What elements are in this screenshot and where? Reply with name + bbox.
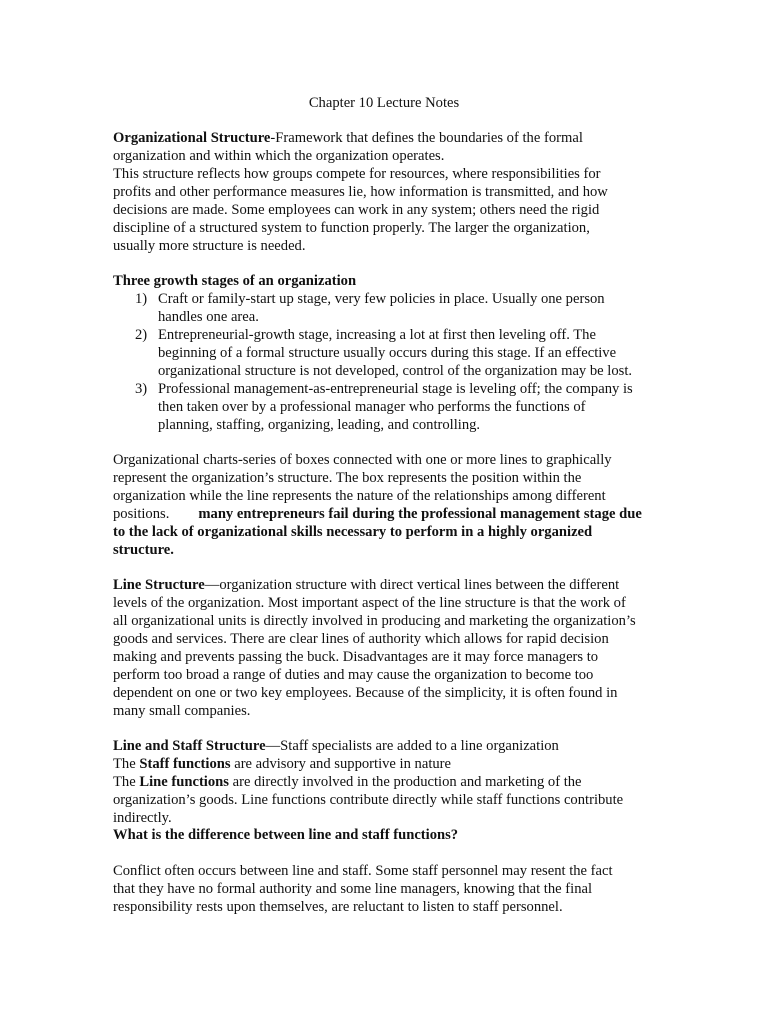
line-staff-question: What is the difference between line and staff functions? — [113, 827, 459, 843]
list-item-text: planning, staffing, organizing, leading, and controlling. — [158, 417, 481, 433]
org-structure-line-4: profits and other performance measures lie, how information is transmitted, and how — [113, 184, 608, 200]
org-structure-line-2: organization and within which the organization operates. — [113, 148, 445, 164]
org-structure-line-7: usually more structure is needed. — [113, 238, 306, 254]
page-title: Chapter 10 Lecture Notes — [308, 95, 460, 111]
line-staff-line-5: indirectly. — [113, 810, 172, 826]
org-charts-line-4: positions. many entrepreneurs fail during the professional management stage due — [113, 506, 642, 522]
line-structure-line-8: many small companies. — [113, 703, 251, 719]
org-charts-line-1: Organizational charts-series of boxes connected with one or more lines to graphically — [113, 452, 612, 468]
org-structure-line-5: decisions are made. Some employees can work in any system; others need the rigid — [113, 202, 600, 218]
line-structure-line-7: dependent on one or two key employees. Because of the simplicity, it is often found in — [113, 685, 618, 701]
line-structure-line-1: Line Structure—organization structure with direct vertical lines between the different — [113, 577, 620, 593]
org-charts-line-5: to the lack of organizational skills necessary to perform in a highly organized — [113, 524, 593, 540]
conflict-line-3: responsibility rests upon themselves, are reluctant to listen to staff personnel. — [113, 899, 563, 915]
org-charts-line-3: organization while the line represents the nature of the relationships among different — [113, 488, 606, 504]
growth-stages-heading: Three growth stages of an organization — [113, 273, 357, 289]
list-item-number: 2) — [135, 327, 148, 343]
line-staff-line-1: Line and Staff Structure—Staff specialists are added to a line organization — [113, 738, 559, 754]
list-item-text: then taken over by a professional manager who performs the functions of — [158, 399, 586, 415]
conflict-line-1: Conflict often occurs between line and staff. Some staff personnel may resent the fact — [113, 863, 613, 879]
line-structure-line-4: goods and services. There are clear lines of authority which allows for rapid decision — [113, 631, 609, 647]
list-item-text: Entrepreneurial-growth stage, increasing a lot at first then leveling off. The — [158, 327, 596, 343]
line-staff-term: Line and Staff Structure — [113, 738, 266, 754]
line-structure-line-2: levels of the organization. Most important aspect of the line structure is that the work of — [113, 595, 626, 611]
list-item-text: Craft or family-start up stage, very few policies in place. Usually one person — [158, 291, 605, 307]
list-item-number: 3) — [135, 381, 148, 397]
list-item-text: handles one area. — [158, 309, 259, 325]
list-item-text: beginning of a formal structure usually occurs during this stage. If an effective — [158, 345, 617, 361]
org-structure-line-6: discipline of a structured system to function properly. The larger the organization, — [113, 220, 590, 236]
list-item-text: organizational structure is not developed, control of the organization may be lost. — [158, 363, 633, 379]
org-structure-term: Organizational Structure — [113, 130, 271, 146]
org-structure-line-1: Organizational Structure-Framework that defines the boundaries of the formal — [113, 130, 583, 146]
line-structure-term: Line Structure — [113, 577, 205, 593]
line-staff-line-3: The Line functions are directly involved in the production and marketing of the — [113, 774, 582, 790]
org-charts-line-2: represent the organization’s structure. The box represents the position within the — [113, 470, 582, 486]
list-item-text: Professional management-as-entrepreneurial stage is leveling off; the company is — [158, 381, 633, 397]
conflict-line-2: that they have no formal authority and some line managers, knowing that the final — [113, 881, 593, 897]
org-charts-line-6: structure. — [113, 542, 174, 558]
line-structure-line-5: making and prevents passing the buck. Disadvantages are it may force managers to — [113, 649, 599, 665]
line-staff-line-4: organization’s goods. Line functions contribute directly while staff functions contribute — [113, 792, 624, 808]
org-structure-line-3: This structure reflects how groups compete for resources, where responsibilities for — [113, 166, 601, 182]
entrepreneurs-emphasis: many entrepreneurs fail during the professional management stage due — [198, 506, 642, 522]
line-structure-line-6: perform too broad a range of duties and may cause the organization to become too — [113, 667, 594, 683]
line-structure-line-3: all organizational units is directly involved in producing and marketing the organization’s — [113, 613, 636, 629]
list-item-number: 1) — [135, 291, 148, 307]
line-staff-line-2: The Staff functions are advisory and supportive in nature — [113, 756, 452, 772]
